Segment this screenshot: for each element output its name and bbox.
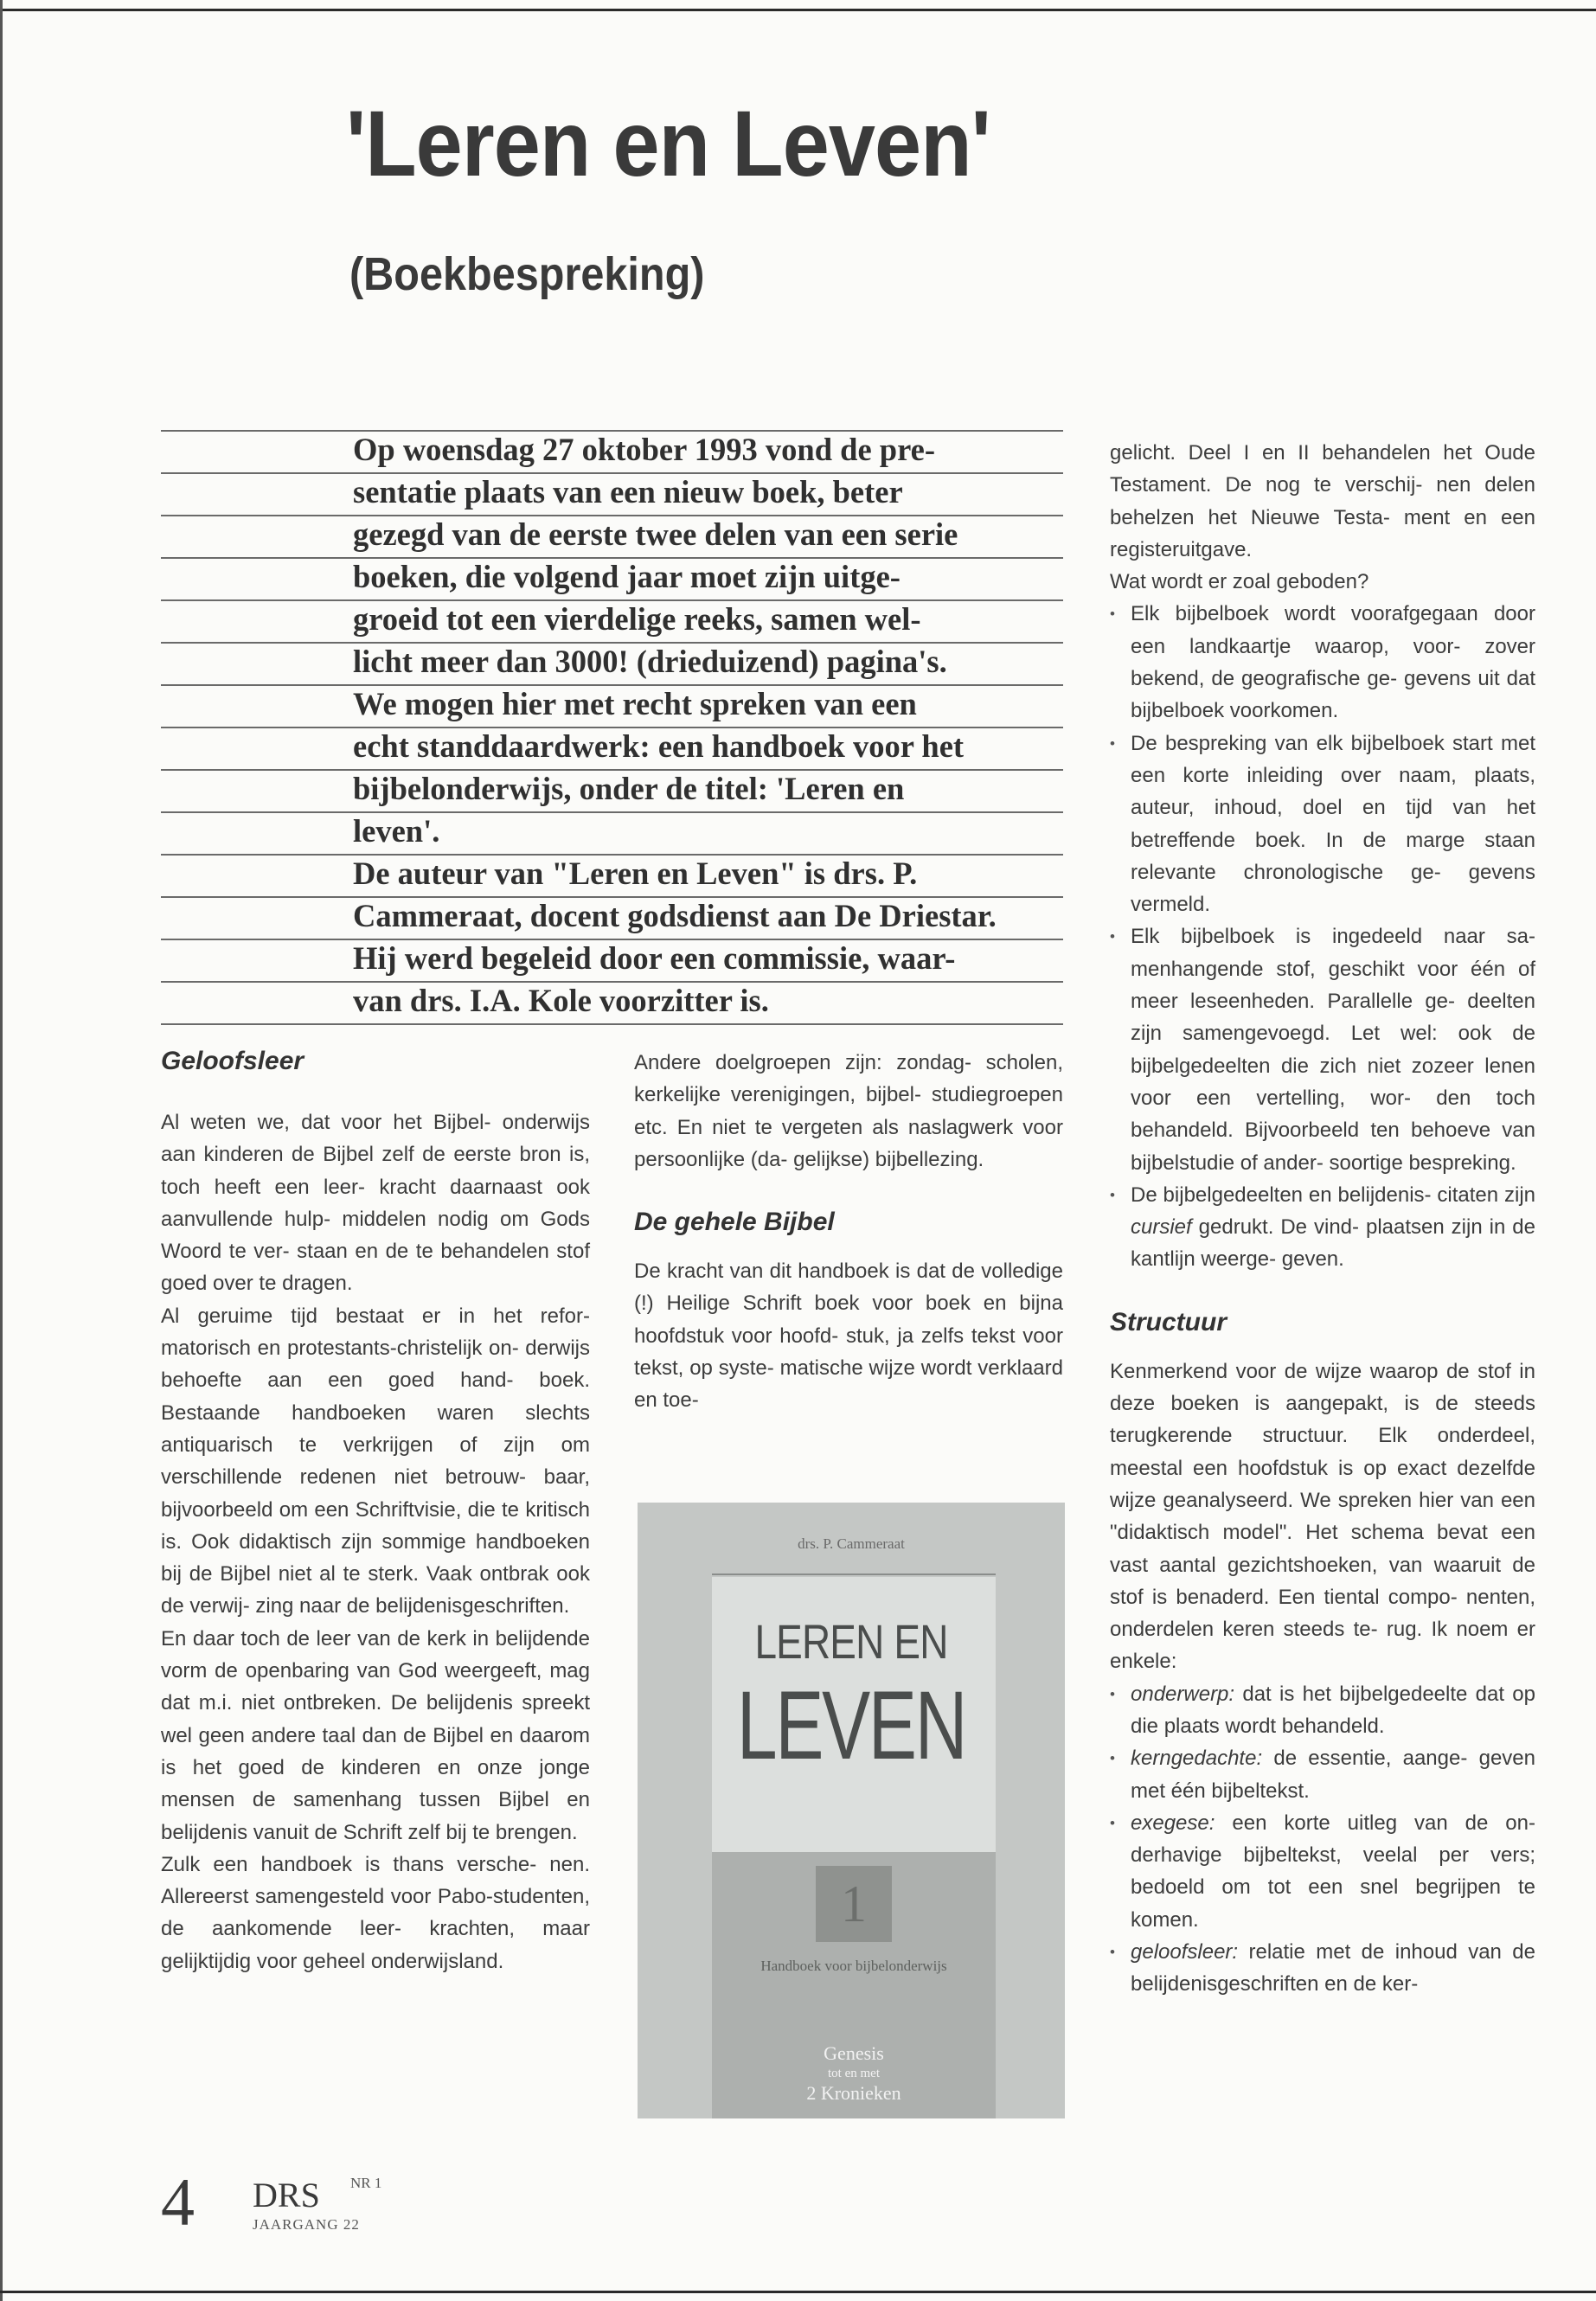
intro-line: van drs. I.A. Kole voorzitter is.: [161, 981, 1063, 1023]
column-2: [634, 1047, 1063, 1417]
intro-line: Op woensdag 27 oktober 1993 vond de pre-: [161, 430, 1063, 472]
intro-line: bijbelonderwijs, onder de titel: 'Leren en: [161, 769, 1063, 811]
intro-line: sentatie plaats van een nieuw boek, beter: [161, 472, 1063, 515]
intro-line: echt standdaardwerk: een handboek voor het: [161, 727, 1063, 769]
paragraph: Wat wordt er zoal geboden?: [1110, 570, 1369, 594]
paragraph: Kenmerkend voor de wijze waarop de stof in deze boeken is aangepakt, is de steeds terugkerende structuur. Elk onderdeel, meestal een hoofdstuk is op exact dezelfde wijze geanalyseerd. We spreken hier van een "didaktisch model". Het schema bevat een vast aantal gezichtshoeken, van waaruit de stof is benaderd. Een tiental compo- nenten, onderdelen keren steeds te- rug. Ik noem er enkele:: [1110, 1359, 1535, 1674]
intro-rule: [161, 1023, 1063, 1025]
magazine-name: DRS: [253, 2176, 320, 2214]
issue-number: NR 1: [350, 2175, 382, 2191]
cover-title-line-2: LEVEN: [736, 1671, 966, 1779]
column-1: [161, 1044, 590, 1977]
intro-block: [161, 430, 1063, 1025]
bullet-item: • De bespreking van elk bijbelboek start met een korte inleiding over naam, plaats, auteur, inhoud, doel en tijd van het betreffende boek. In de marge staan relevante chronologische ge- gevens vermeld.: [1110, 727, 1535, 921]
paragraph: Al geruime tijd bestaat er in het refor- matorisch en protestants-christelijk on- derwijs behoefte aan een goed hand- boek. Bestaande handboeken waren slechts antiquarisch te verkrijgen of zijn om verschillende redenen niet betrouw- baar, bijvoorbeeld om een Schriftvisie, die te kritisch is. Ook didaktisch zijn sommige handboeken bij de Bijbel niet al te sterk. Vaak ontbrak ook de verwij- zing naar de belijdenisgeschriften.: [161, 1304, 590, 1618]
paragraph: gelicht. Deel I en II behandelen het Oude Testament. De nog te verschij- nen delen behelzen het Nieuwe Testa- ment en een registeruitgave.: [1110, 441, 1535, 561]
cover-subtitle: Handboek voor bijbelonderwijs: [760, 1958, 947, 1974]
bullet-item: • geloofsleer: relatie met de inhoud van de belijdenisgeschriften en de ker-: [1110, 1936, 1535, 2001]
intro-line: De auteur van "Leren en Leven" is drs. P.: [161, 854, 1063, 896]
book-cover-image: [638, 1503, 1065, 2118]
paragraph: Andere doelgroepen zijn: zondag- scholen, kerkelijke verenigingen, bijbel- studiegroepen etc. En niet te vergeten als naslagwerk voor persoonlijke (da- gelijkse) bijbellezing.: [634, 1051, 1063, 1171]
intro-line: gezegd van de eerste twee delen van een serie: [161, 515, 1063, 557]
article-subtitle: (Boekbespreking): [349, 248, 705, 300]
paragraph: Zulk een handboek is thans versche- nen. Allereerst samengesteld voor Pabo-studenten, de aankomende leer- krachten, maar gelijktijdig voor geheel onderwijsland.: [161, 1852, 590, 1973]
cover-volume-number: 1: [816, 1866, 892, 1942]
paragraph: De kracht van dit handboek is dat de volledige (!) Heilige Schrift boek voor boek en bijna hoofdstuk voor hoofd- stuk, ja zelfs tekst voor tekst, op syste- matische wijze wordt verklaard en toe-: [634, 1259, 1063, 1413]
intro-line: Cammeraat, docent godsdienst aan De Driestar.: [161, 896, 1063, 939]
cover-range-middle: tot en met: [828, 2067, 880, 2080]
paragraph: Al weten we, dat voor het Bijbel- onderwijs aan kinderen de Bijbel zelf de eerste bron is, toch heeft een leer- kracht daarnaast ook aanvullende hulp- middelen nodig om Gods Woord te ver- staan en de te behandelen stof goed over te dragen.: [161, 1111, 590, 1296]
cover-range-end: 2 Kronieken: [806, 2082, 901, 2104]
column-3: [1110, 437, 1535, 2001]
intro-line: licht meer dan 3000! (drieduizend) pagina's.: [161, 642, 1063, 684]
bullet-item: • Elk bijbelboek wordt voorafgegaan door een landkaartje waarop, voor- zover bekend, de geografische ge- gevens uit dat bijbelboek voorkomen.: [1110, 598, 1535, 727]
cover-author: drs. P. Cammeraat: [798, 1535, 905, 1552]
cover-title-line-1: LEREN EN: [754, 1614, 948, 1669]
left-border: [0, 0, 3, 2301]
bullet-item: • De bijbelgedeelten en belijdenis- citaten zijn cursief gedrukt. De vind- plaatsen zijn in de kantlijn weerge- geven.: [1110, 1179, 1535, 1276]
intro-line: Hij werd begeleid door een commissie, waar-: [161, 939, 1063, 981]
cover-range-start: Genesis: [824, 2042, 884, 2064]
bullet-item: • Elk bijbelboek is ingedeeld naar sa- menhangende stof, geschikt voor één of meer leseenheden. Parallelle ge- deelten zijn samengevoegd. Let wel: ook de bijbelgedeelten die zich niet zozeer lenen voor een vertelling, wor- den toch behandeld. Bijvoorbeeld ten behoeve van bijbelstudie of ander- soortige bespreking.: [1110, 920, 1535, 1178]
intro-line: groeid tot een vierdelige reeks, samen wel-: [161, 599, 1063, 642]
paragraph: En daar toch de leer van de kerk in belijdende vorm de openbaring van God weergeeft, mag dat m.i. niet ontbreken. De belijdenis spreekt wel geen andere taal dan de Bijbel en daarom is het goed de kinderen en onze jonge mensen de samenhang tussen Bijbel en belijdenis vanuit de Schrift zelf bij te brengen.: [161, 1626, 590, 1844]
page-number: 4: [161, 2164, 195, 2240]
bottom-border: [0, 2291, 1596, 2293]
top-border: [0, 9, 1596, 11]
cover-rule: [712, 1574, 996, 1575]
heading-structuur: Structuur: [1110, 1307, 1227, 1336]
bullet-item: • kerngedachte: de essentie, aange- geven met één bijbeltekst.: [1110, 1742, 1535, 1807]
intro-line: We mogen hier met recht spreken van een: [161, 684, 1063, 727]
bullet-item: • exegese: een korte uitleg van de on- derhavige bijbeltekst, veelal per vers; bedoeld om tot een snel begrijpen te komen.: [1110, 1807, 1535, 1936]
volume-label: JAARGANG 22: [253, 2216, 360, 2233]
heading-geloofsleer: Geloofsleer: [161, 1047, 304, 1075]
article-title: 'Leren en Leven': [346, 91, 990, 195]
intro-line: leven'.: [161, 811, 1063, 854]
bullet-item: • onderwerp: dat is het bijbelgedeelte dat op die plaats wordt behandeld.: [1110, 1678, 1535, 1743]
cover-lower-box: [712, 1852, 996, 2118]
heading-de-gehele-bijbel: De gehele Bijbel: [634, 1208, 835, 1237]
intro-line: boeken, die volgend jaar moet zijn uitge-: [161, 557, 1063, 599]
